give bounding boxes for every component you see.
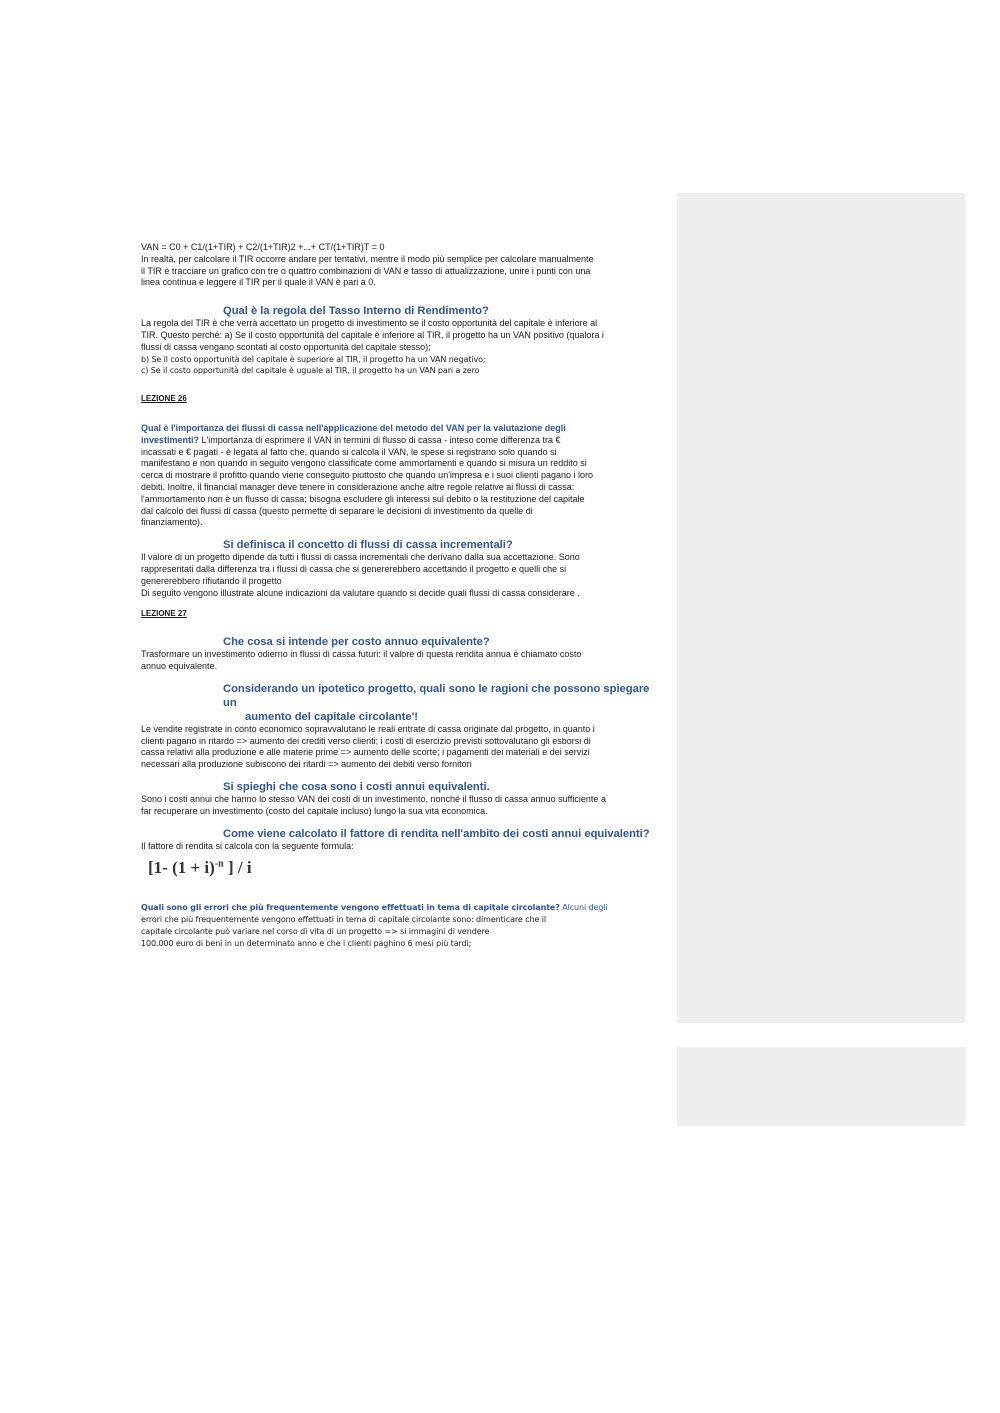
paragraph-line: [141, 423, 661, 435]
paragraph-line: Le vendite registrate in conto economico sopravvalutano le reali entrate di cassa originate dal progetto, in quanto i: [141, 723, 595, 734]
question-heading: Qual è la regola del Tasso Interno di Rendimento?: [223, 305, 489, 318]
paragraph-line: Sono i costi annui che hanno lo stesso VAN dei costi di un investimento, nonché il flusso di cassa annuo sufficiente a: [141, 793, 606, 804]
paragraph-line: incassati e € pagati - è legata al fatto che, quando si calcola il VAN, le spese si registrano solo quando si: [141, 446, 557, 457]
paragraph-line: l'ammortamento non è un flusso di cassa; bisogna escludere gli interessi sul debito o la restituzione del capitale: [141, 493, 585, 504]
paragraph-line: flussi di cassa vengano scontati al costo opportunità del capitale stesso);: [141, 341, 431, 352]
document-body: [141, 242, 661, 949]
paragraph-line: cerca di mostrare il profitto quando viene conseguito piuttosto che quando un'impresa e i suoi clienti pagano i loro: [141, 470, 593, 481]
answer-text: L'importanza di esprimere il VAN in termini di flusso di cassa - inteso come differenza tra €: [199, 434, 561, 445]
question-heading: Considerando un ipotetico progetto, quali sono le ragioni che possono spiegare un aumento del capitale circolante'!: [223, 682, 650, 723]
paragraph-line: finanziamento).: [141, 517, 203, 528]
paragraph-line: capitale circolante può variare nel corso di vita di un progetto => si immagini di vendere: [141, 926, 490, 936]
paragraph-line: [141, 435, 661, 447]
paragraph-line: Il fattore di rendita si calcola con la seguente formula:: [141, 840, 354, 851]
paragraph-line: c) Se il costo opportunità del capitale è uguale al TIR, il progetto ha un VAN pari a zero: [141, 366, 480, 376]
paragraph-line: errori che più frequentemente vengono effettuati in tema di capitale circolante sono: dimenticare che il: [141, 915, 546, 925]
question-heading: Che cosa si intende per costo annuo equivalente?: [223, 636, 490, 649]
paragraph-line: cassa relativi alla produzione e alle materie prime => aumento delle scorte; i pagamenti dei materiali e dei servizi: [141, 747, 590, 758]
paragraph-line: debiti. Inoltre, il financial manager deve tenere in considerazione anche altre regole relative ai flussi di cassa:: [141, 481, 575, 492]
annuity-factor-formula: [1- $(1 + i)^{-n}$ ] / i: [148, 858, 252, 878]
question-heading-cont: investimenti?: [141, 434, 200, 445]
paragraph-line: annuo equivalente.: [141, 660, 218, 671]
paragraph-line: genererebbero rifiutando il progetto: [141, 575, 282, 586]
answer-text: Alcuni degli: [559, 903, 608, 913]
paragraph-line: 100.000 euro di beni in un determinato anno e che i clienti paghino 6 mesi più tardi;: [141, 938, 472, 948]
van-formula-line: VAN = C0 + C1/(1+TIR) + C2/(1+TIR)2 +...+ CT/(1+TIR)T = 0: [141, 242, 385, 252]
paragraph-line: b) Se il costo opportunità del capitale è superiore al TIR, il progetto ha un VAN negativo;: [141, 354, 486, 364]
question-heading: Si definisca il concetto di flussi di cassa incrementali?: [223, 539, 513, 552]
paragraph-line: manifestano e non quando in seguito vengono classificate come ammortamenti e quando si misura un reddito si: [141, 458, 587, 469]
paragraph-line: Il valore di un progetto dipende da tutti i flussi di cassa incrementali che derivano dalla sua accettazione. Sono: [141, 552, 580, 563]
question-heading: Si spieghi che cosa sono i costi annui equivalenti.: [223, 780, 490, 793]
paragraph-line: dal calcolo dei flussi di cassa (questo permette di separare le decisioni di investimento da quelle di: [141, 505, 533, 516]
paragraph-line: far recuperare un investimento (costo del capitale incluso) lungo la sua vita economica.: [141, 805, 488, 816]
comment-margin-panel: [677, 193, 965, 1023]
comment-margin-panel-2: [677, 1047, 965, 1126]
paragraph-line: Di seguito vengono illustrate alcune indicazioni da valutare quando si decide quali flussi di cassa considerare .: [141, 587, 580, 598]
question-heading: Come viene calcolato il fattore di rendita nell'ambito dei costi annui equivalenti?: [223, 827, 650, 840]
paragraph-line: rappresentati dalla differenza tra i flussi di cassa che si genererebbero accettando il progetto e quelli che si: [141, 563, 567, 574]
paragraph-line: necessari alla produzione subiscono dei ritardi => aumento dei debiti verso fornitori: [141, 759, 472, 770]
paragraph-line: La regola del TIR è che verrà accettato un progetto di investimento se il costo opportunità del capitale è inferiore al: [141, 318, 598, 329]
paragraph-line: Trasformare un investimento odierno in flussi di cassa futuri: il valore di questa rendita annua è chiamato costo: [141, 649, 582, 660]
paragraph-line: il TIR è tracciare un grafico con tre o quattro combinazioni di VAN e tasso di attualizzazione, unire i punti con una: [141, 265, 591, 276]
lesson-heading: LEZIONE 27: [141, 609, 187, 619]
paragraph-line: linea continua e leggere il TIR per il quale il VAN è pari a 0.: [141, 277, 376, 288]
paragraph-line: [141, 902, 661, 914]
lesson-heading: LEZIONE 26: [141, 394, 187, 404]
question-heading: Qual è l'importanza dei flussi di cassa nell'applicazione del metodo del VAN per la valutazione degli: [141, 422, 566, 433]
paragraph-line: clienti pagano in ritardo => aumento dei crediti verso clienti; i costi di esercizio previsti sottovalutano gli esborsi di: [141, 735, 591, 746]
paragraph-line: In realtà, per calcolare il TIR occorre andare per tentativi, mentre il modo più semplice per calcolare manualmente: [141, 253, 594, 264]
paragraph-line: TIR. Questo perché: a) Se il costo opportunità del capitale è inferiore al TIR, il progetto ha un VAN positivo (qualora i: [141, 329, 604, 340]
question-heading: Quali sono gli errori che più frequentemente vengono effettuati in tema di capitale circolante?: [141, 903, 560, 913]
